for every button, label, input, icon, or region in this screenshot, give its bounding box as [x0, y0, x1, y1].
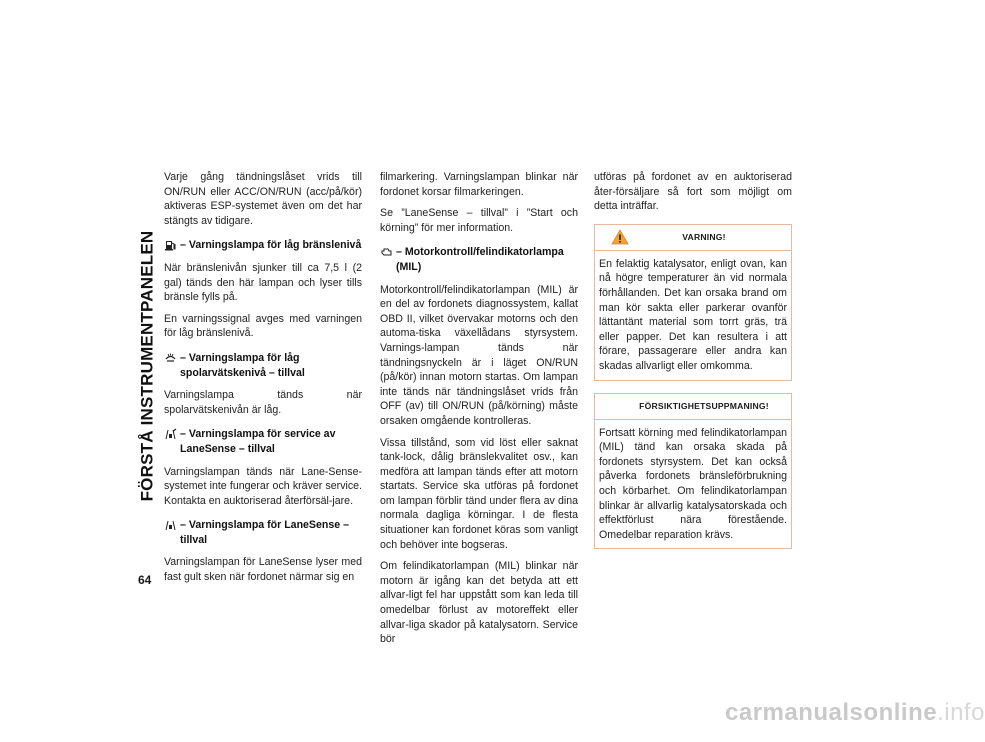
lanesense-icon	[164, 519, 177, 531]
service-continued-paragraph: utföras på fordonet av en auktoriserad åter-försäljare så fort som möjligt om detta inträffar.	[594, 171, 792, 213]
lanesense-service-icon	[164, 428, 177, 440]
washer-fluid-icon	[164, 352, 177, 364]
mil-heading	[380, 245, 578, 274]
service-lanesense-heading	[164, 427, 362, 456]
intro-paragraph: Varje gång tändningslåset vrids till ON/RUN eller ACC/ON/RUN (acc/på/kör) aktiveras ESP-systemet även om det har stängts av tidigare.	[164, 171, 362, 227]
fuel-paragraph-2: En varningssignal avges med varningen för låg bränslenivå.	[164, 312, 362, 340]
caution-box-body	[595, 420, 791, 549]
caution-box-text: Fortsatt körning med felindikatorlampan (MIL) tänd kan orsaka skada på fordonets styrsystem. Det kan också påverka fordonets bränsleförbrukning och körbarhet. Om felindikatorlampan blinkar är allvarlig katalysatorskada och effektförlust nära förestående. Omedelbar reparation krävs.	[599, 426, 787, 541]
lanesense-warning-heading-text: – Varningslampa för LaneSense – tillval	[180, 519, 349, 546]
service-lanesense-paragraph: Varningslampan tänds när Lane-Sense-systemet inte fungerar och kräver service. Kontakta en auktoriserad återförsäl-jare.	[164, 465, 362, 507]
washer-warning-heading-text: – Varningslampa för låg spolarvätskenivå – tillval	[180, 351, 305, 379]
fuel-warning-heading-text: – Varningslampa för låg bränslenivå	[180, 239, 362, 252]
warning-box-title: VARNING!	[682, 232, 726, 243]
warning-box-body	[595, 251, 791, 380]
service-lanesense-heading-text: – Varningslampa för service av LaneSense – tillval	[180, 428, 336, 455]
warning-box	[594, 224, 792, 381]
washer-paragraph-1: Varningslampa tänds när spolarvätskenivån är låg.	[164, 389, 362, 416]
column-1	[164, 170, 362, 592]
warning-triangle-icon	[611, 229, 629, 245]
mil-paragraph-3: Om felindikatorlampan (MIL) blinkar när motorn är igång kan det betyda att ett allvar-ligt fel har uppstått som kan leda till omedelbar förlust av motoreffekt eller allvar-liga skador på katalysatorn. Service bör	[380, 560, 578, 646]
watermark-logo	[725, 699, 985, 727]
mil-heading-text: – Motorkontroll/felindikatorlampa (MIL)	[396, 246, 564, 273]
mil-paragraph-2: Vissa tillstånd, som vid löst eller saknat tank-lock, dålig bränslekvalitet osv., kan medföra att lampan tänds efter att motorn startats. Service ska utföras på fordonet om lampan förblir tänd under flera av dina normala dagliga körningar. I de flesta situationer kan fordonet köras som vanligt och behöver inte bogseras.	[380, 436, 578, 551]
page-number: 64	[138, 573, 152, 587]
caution-box-title: FÖRSIKTIGHETSUPPMANING!	[639, 401, 769, 412]
watermark-logo-brand: carmanualsonline	[725, 699, 938, 726]
fuel-warning-heading	[164, 238, 362, 253]
fuel-paragraph-1: När bränslenivån sjunker till ca 7,5 l (2 gal) tänds den här lampan och lyser tills bränsle fylls på.	[164, 261, 362, 304]
side-chapter-title	[127, 170, 167, 562]
lanesense-reference-paragraph: Se ”LaneSense – tillval” i ”Start och körning” för mer information.	[380, 207, 578, 234]
watermark-logo-suffix: .info	[937, 699, 985, 726]
column-2	[380, 170, 578, 654]
caution-box	[594, 393, 792, 550]
fuel-pump-icon	[164, 239, 177, 251]
column-3	[594, 170, 792, 561]
engine-check-icon	[380, 246, 393, 258]
warning-box-header	[595, 225, 791, 251]
mil-paragraph-1: Motorkontroll/felindikatorlampan (MIL) är en del av fordonets diagnossystem, kallat OBD II, vilket övervakar motorns och den automa-tiska växellådans styrsystem. Varnings-lampan tänds när tändningsnyckeln är i läget ON/RUN (på/kör) innan motorn startas. Om lampan inte tänds när tändningslåset vrids från OFF (av) till ON/RUN (på/körning) måste orsaken omgående kontrolleras.	[380, 283, 578, 427]
lanesense-paragraph: Varningslampan för LaneSense lyser med fast gult sken när fordonet närmar sig en	[164, 556, 362, 584]
washer-warning-heading	[164, 351, 362, 380]
warning-box-text: En felaktig katalysator, enligt ovan, kan nå högre temperaturer än vid normala förhållanden. Det kan orsaka brand om man kör sakta eller parkerar ovanför lättantänt material som torrt gräs, trä eller papper. Det kan resultera i att förare, passagerare eller andra kan skadas allvarligt eller omkomma.	[599, 257, 787, 372]
lane-continued-paragraph: filmarkering. Varningslampan blinkar när fordonet korsar filmarkeringen.	[380, 171, 578, 198]
lanesense-warning-heading	[164, 518, 362, 547]
caution-box-header	[595, 394, 791, 420]
side-chapter-title-text: FÖRSTÅ INSTRUMENTPANELEN	[137, 230, 157, 502]
